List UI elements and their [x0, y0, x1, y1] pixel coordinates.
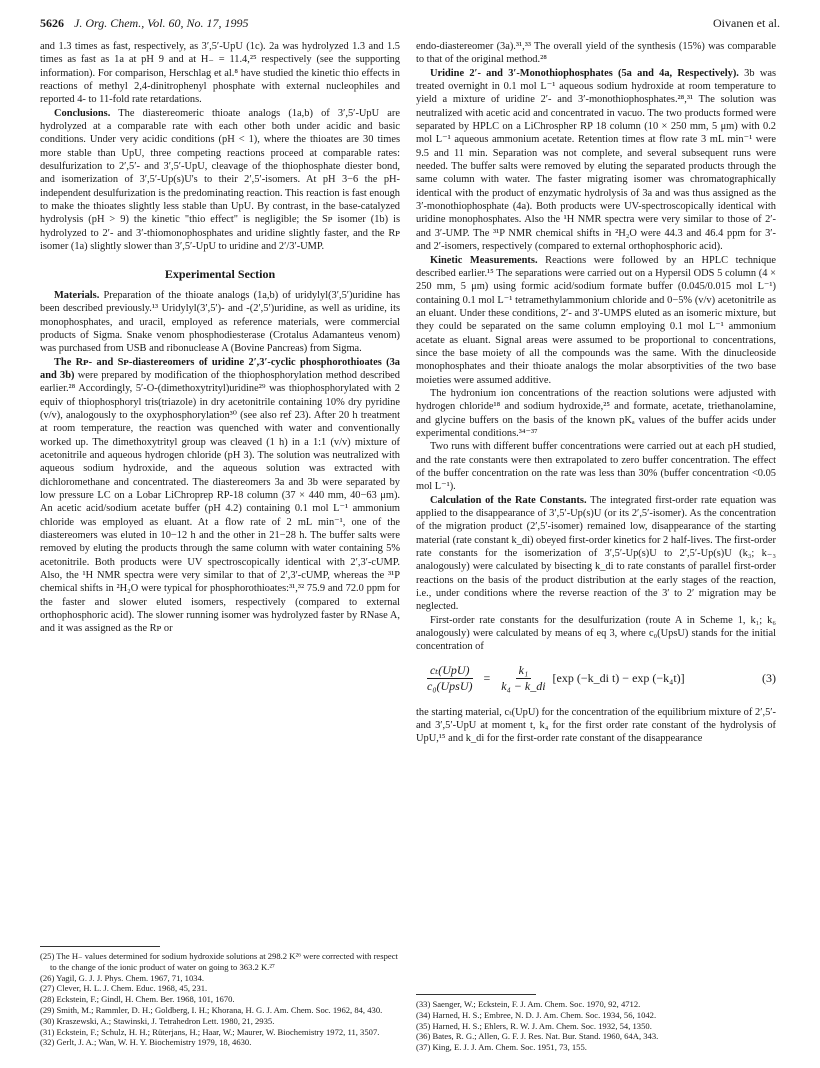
running-head-left	[40, 16, 249, 31]
footnote-30: (30) Kraszewski, A.; Stawinski, J. Tetrahedron Lett. 1980, 21, 2935.	[40, 1015, 275, 1026]
paragraph-two-runs: Two runs with different buffer concentrations were carried out at each pH studied, and the rate constants were then extrapolated to zero buffer concentration. The effect of the buffer concentration on the rate was less than 30% (buffer concentration <0.05 mol L⁻¹).	[416, 441, 776, 493]
equation-equals-sign: =	[483, 670, 491, 685]
equation-rhs-denominator: k₄ − k_di	[501, 679, 546, 694]
paragraph-after-equation: the starting material, cₜ(UpU) for the concentration of the equilibrium mixture of 2′,5′- and 3′,5′-UpU at moment t, k₄ for the first order rate constant of the hydrolysis of UpU,¹⁵ and k_di for the first-order rate constant of the disappearance	[416, 706, 776, 745]
footnote-31: (31) Eckstein, F.; Schulz, H. H.; Rüterjans, H.; Haar, W.; Maurer, W. Biochemistry 1972, 11, 3507.	[40, 1026, 380, 1037]
conclusions-text: The diastereomeric thioate analogs (1a,b) of 3′,5′-UpU are hydrolyzed at a comparable rate with each other both under acidic and basic conditions. Under very acidic conditions (pH < 1), where the thioates are 30 times more stable than UpU, three competing reactions proceed at comparable rates: desulfurization to 2′,5′- and 3′,5′-UpU, cleavage of the thiophosphate diester bond, and isomerization of 3′,5′-Up(s)U's to their 2′,5′-isomers. At pH 3−6 the pH-independent desulfurization is the predominating reaction. This reaction is fast enough to make the thioates slightly less stable than UpU. By contrast, in the base-catalyzed hydrolysis (pH > 9) the kinetic "thio effect" is negligible; the Sᴘ isomer (1b) is hydrolyzed to 2′- and 3′-thiomonophosphates and uridine slightly faster, and the Rᴘ isomer (1a) slightly slower than 3′,5′-UpU to uridine and 2′/3′-UMP.	[40, 107, 400, 253]
paragraph-hydronium: The hydronium ion concentrations of the reaction solutions were adjusted with hydrogen chloride¹⁸ and sodium hydroxide,²⁵ and formate, acetate, triethanolamine, and glycine buffers on the basis of the known pKₐ values of the buffer acids under experimental conditions.³⁴⁻³⁷	[416, 387, 776, 439]
paragraph-kinetic	[416, 254, 776, 387]
footnote-33: (33) Saenger, W.; Eckstein, F. J. Am. Chem. Soc. 1970, 92, 4712.	[416, 999, 641, 1009]
rate-constants-label: Calculation of the Rate Constants.	[430, 494, 587, 506]
equation-lhs-fraction	[424, 664, 476, 694]
equation-number: (3)	[762, 670, 776, 685]
diastereomers-text: were prepared by modification of the thiophosphorylation method described earlier.²⁸ Accordingly, 5′-O-(dimethoxytrityl)uridine²⁹ was thiophosphorylated with 2 equiv of thiophosphoryl tris(triazole) in dry acetonitrile containing 10% dry pyridine (v/v), analogously to the oxyphosphorylation³⁰ (see also ref 23). After 20 h treatment at room temperature, the reaction was quenched with water and conventionally worked up. The dimethoxytrityl group was cleaved (1 h) in a 1:1 (v/v) mixture of acetonitrile and aqueous hydrogen chloride (pH 3). The solution was neutralized with aqueous sodium hydroxide, and the aqueous solution was extracted with dichloromethane and concentrated. The diastereomers 3a and 3b were separated by low pressure LC on a Lobar LiChroprep RP-18 column (37 × 440 mm, 40−63 μm). An acetic acid/sodium acetate buffer (pH 4.2) containing 0.1 mol L⁻¹ ammonium chloride was employed as eluant. At a flow rate of 2 mL min⁻¹, one of the diastereomers was eluted in 10−12 h and the other in 21−28 h. The buffer salts were removed by eluting the products through the same column with water containing 5% acetonitrile. Both products were UV spectroscopically identical with 2′,3′-cUMP. Also, the ¹H NMR spectra were very similar to that of 2′,3′-cUMP, whereas the ³¹P chemical shifts in ²H₂O were typical for phosphorothioates:³¹,³² 75.9 and 72.0 ppm for the faster and slower eluted isomers, respectively (compared to external orthophosphoric acid). The slower running isomer was hydrolyzed faster by RNase A, and it was assigned as the Rᴘ or	[40, 369, 400, 635]
equation-exponential-term: [exp (−k_di t) − exp (−k₄t)]	[552, 670, 685, 685]
monothiophosphates-label: Uridine 2′- and 3′-Monothiophosphates (5a and 4a, Respectively).	[430, 67, 739, 79]
running-head	[40, 16, 780, 36]
equation-3	[420, 664, 776, 694]
footnote-rule	[416, 994, 536, 995]
footnote-32: (32) Gerlt, J. A.; Wan, W. H. Y. Biochemistry 1979, 18, 4630.	[40, 1037, 252, 1048]
footnotes-right	[416, 994, 776, 1053]
materials-label: Materials.	[54, 289, 100, 301]
running-head-author: Oivanen et al.	[713, 16, 780, 30]
equation-rhs-numerator: k₁	[516, 664, 532, 679]
equation-rhs-fraction	[498, 664, 548, 694]
footnote-rule	[40, 946, 160, 947]
footnote-25: (25) The H₋ values determined for sodium hydroxide solutions at 298.2 K²⁶ were corrected with respect to the change of the ionic product of water on going to 363.2 K.²⁷	[40, 951, 398, 972]
experimental-section-heading: Experimental Section	[164, 266, 276, 281]
kinetic-text: Reactions were followed by an HPLC technique described earlier.¹⁵ The separations were carried out on a Hypersil ODS 5 column (4 × 250 mm, 5 μm) using formic acid/sodium formate buffer (0.045/0.015 mol L⁻¹) containing 0.1 mol L⁻¹ tetramethylammonium chloride and 0−5% (v/v) acetonitrile as an eluant. Under these conditions, 2′- and 3′-UMPS eluted as an isomeric mixture, but they could be separated on the same column employing 0.1 mol L⁻¹ ammonium acetate as eluant. Signal areas were assumed to be proportional to concentrations, since the base moiety of all the compounds was the same. With the dinucleoside monophosphates and their thioate analogs the molar absorptivities of the two base moieties were assumed additive.	[416, 254, 776, 386]
paragraph-monothiophosphates	[416, 67, 776, 254]
page-number: 5626	[40, 16, 64, 30]
rate-constants-text: The integrated first-order rate equation was applied to the disappearance of 3′,5′-Up(s)U (or its 2′,5′-isomer). As the concentration of the migration product (2′,5′-isomer) remained low, disappearance of the starting material (rate constant k_di) obeyed first-order kinetics for 2 half-lives. The first-order rate constants for the isomerization of 3′,5′-Up(s)U to 2′,5′-Up(s)U (k₃; k₋₃ analogously) were calculated by bisecting k_di to rate constants of parallel first-order reactions on the basis of the product distribution at the early stages of the reaction, i.e., under conditions where the reverse reaction of the 3′ to 2′ migration may be neglected.	[416, 494, 776, 613]
footnotes-left	[40, 946, 400, 1048]
paragraph-thio-effect: and 1.3 times as fast, respectively, as 3′,5′-UpU (1c). 2a was hydrolyzed 1.3 and 1.5 times as fast as 1a at pH 9 and at H₋ = 11.4,²⁵ respectively (see the supporting information). For comparison, Herschlag et al.⁸ have studied the kinetic thio effects in reactions of methyl 2,4-dinitrophenyl phosphate with external nucleophiles and reported 4- to 11-fold rate retardations.	[40, 41, 400, 106]
paragraph-conclusions	[40, 107, 400, 254]
left-column	[40, 40, 400, 636]
conclusions-label: Conclusions.	[54, 107, 111, 119]
monothiophosphates-text: 3b was treated overnight in 0.1 mol L⁻¹ aqueous sodium hydroxide at room temperature to yield a mixture of uridine 2′- and 3′-monothiophosphates.²⁸,³¹ The solution was neutralized with acetic acid and concentrated in vacuo. The two products formed were separated by HPLC on a LiChrospher RP 18 column (10 × 250 mm, 5 μm) with 0.2 mol L⁻¹ aqueous ammonium acetate. Retention times at flow rate 3 mL min⁻¹ were 9.5 and 11 min. Separation was not complete, and several subsequent runs were needed. The buffer salts were removed by eluting the separated products through the same column with water. The faster migrating isomer was chromatographically identical with the product of enzymatic hydrolysis of 3a and was thus assigned as the 3′-monothiophosphate (4a). Both products were UV-spectroscopically identical with uridine monophosphates. Also the ¹H NMR spectra were very similar to those of 2′- and 3′-UMP. The ³¹P NMR chemical shifts in ²H₂O were 44.3 and 46.4 ppm for 3′- and 2′-isomers, respectively (compared to external orthophosphoric acid).	[416, 67, 776, 253]
footnote-35: (35) Harned, H. S.; Ehlers, R. W. J. Am. Chem. Soc. 1932, 54, 1350.	[416, 1020, 652, 1031]
footnote-37: (37) King, E. J. J. Am. Chem. Soc. 1951, 73, 155.	[416, 1042, 587, 1053]
paragraph-diastereomers	[40, 356, 400, 636]
paragraph-endo-diastereomer: endo-diastereomer (3a).³¹,³³ The overall yield of the synthesis (15%) was comparable to that of the original method.²⁸	[416, 41, 776, 66]
paragraph-materials	[40, 289, 400, 356]
footnote-28: (28) Eckstein, F.; Gindl, H. Chem. Ber. 1968, 101, 1670.	[40, 994, 235, 1005]
footnote-26: (26) Yagil, G. J. J. Phys. Chem. 1967, 71, 1034.	[40, 972, 205, 983]
footnote-36: (36) Bates, R. G.; Allen, G. F. J. Res. Nat. Bur. Stand. 1960, 64A, 343.	[416, 1031, 659, 1042]
diastereomers-label: The Rᴘ- and Sᴘ-diastereomers of uridine 2′,3′-cyclic phosphorothioates (3a and 3b)	[40, 356, 400, 381]
footnote-29: (29) Smith, M.; Rammler, D. H.; Goldberg, I. H.; Khorana, H. G. J. Am. Chem. Soc. 1962, 84, 430.	[40, 1004, 383, 1015]
equation-lhs-denominator: c₀(UpsU)	[427, 679, 473, 694]
kinetic-label: Kinetic Measurements.	[430, 254, 538, 266]
paragraph-rate-constants	[416, 494, 776, 614]
footnote-27: (27) Clever, H. L. J. Chem. Educ. 1968, 45, 231.	[40, 983, 208, 994]
materials-text: Preparation of the thioate analogs (1a,b) of uridylyl(3′,5′)uridine has been described previously.¹³ Uridylyl(3′,5′)- and -(2′,5′)uridine, as well as uridine, its monophosphates, and uracil, employed as reference materials, were commercial products of Sigma. Snake venom phosphodiesterase (Crotalus Adamanteus venom) was purchased from USB and ribonuclease A (Bovine Pancreas) from Sigma.	[40, 289, 400, 355]
right-column	[416, 40, 776, 746]
footnote-34: (34) Harned, H. S.; Embree, N. D. J. Am. Chem. Soc. 1934, 56, 1042.	[416, 1009, 657, 1020]
equation-lhs-numerator: cₜ(UpU)	[427, 664, 473, 679]
journal-citation: J. Org. Chem., Vol. 60, No. 17, 1995	[74, 16, 249, 30]
paragraph-first-order: First-order rate constants for the desulfurization (route A in Scheme 1, k₁; k₆ analogously) were calculated by means of eq 3, where c₀(UpsU) stands for the initial concentration of	[416, 614, 776, 653]
